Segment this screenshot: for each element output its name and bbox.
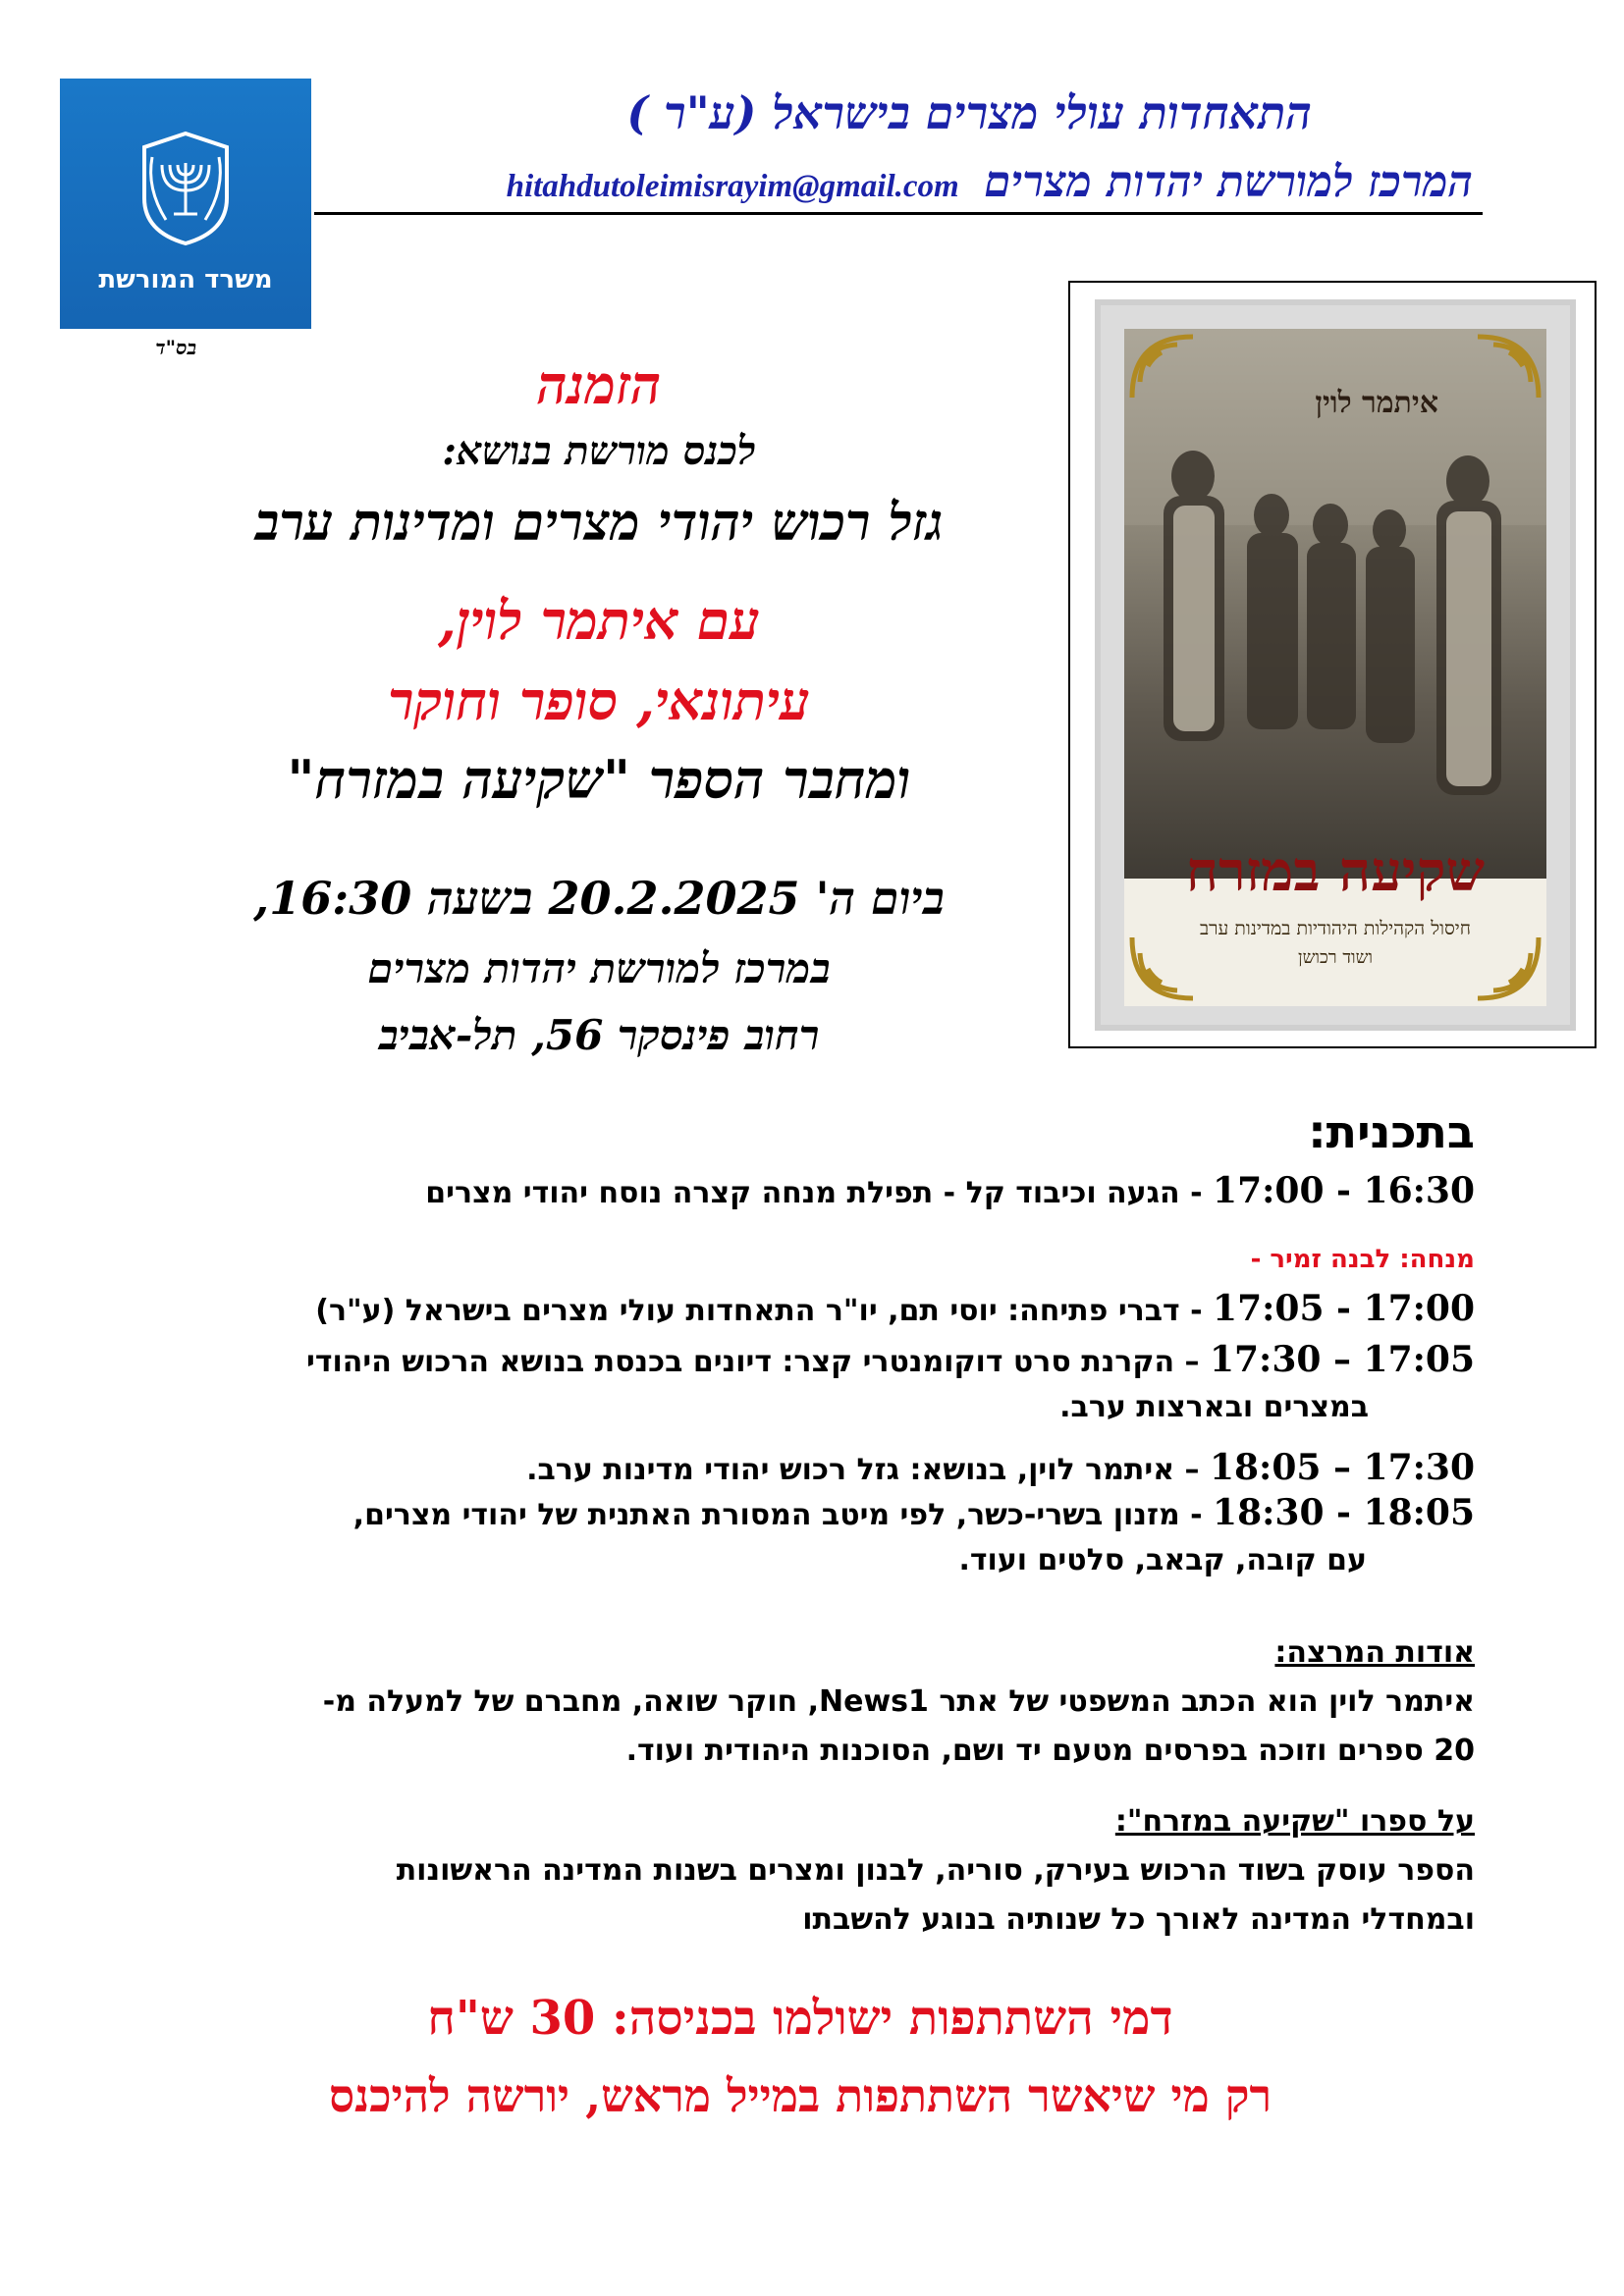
program-heading: בתכנית: xyxy=(1308,1105,1475,1158)
ornament-corner-icon xyxy=(1474,333,1543,401)
ornament-corner-icon xyxy=(1128,333,1197,401)
book-cover-subtitle: חיסול הקהילות היהודיות במדינות ערב xyxy=(1200,918,1471,939)
event-date: ביום ה' 20.2.2025 בשעה 16:30, xyxy=(253,872,945,925)
registration-note: רק מי שיאשר השתתפות במייל מראש, יורשה להיכנס xyxy=(328,2069,1272,2122)
program-row-continuation xyxy=(958,1543,1367,1577)
program-row xyxy=(526,1447,1475,1488)
event-venue: במרכז למורשת יהדות מצרים xyxy=(367,944,831,992)
about-book-text: הספר עוסק בשוד הרכוש בעירק, סוריה, לבנון ומצרים בשנות המדינה הראשונות xyxy=(396,1853,1475,1888)
program-row xyxy=(315,1288,1475,1329)
program-desc: במצרים ובארצות ערב. xyxy=(1059,1390,1369,1424)
conference-subject: גזל רכוש יהודי מצרים ומדינות ערב xyxy=(254,493,944,553)
email-link[interactable]: hitahdutoleimisrayim@gmail.com xyxy=(506,169,959,204)
program-row xyxy=(306,1339,1475,1380)
ministry-logo xyxy=(60,79,311,329)
book-cover-author: איתמר לוין xyxy=(1315,386,1438,420)
program-desc: – הקרנת סרט דוקומנטרי קצר: דיונים בכנסת בנושא הרכוש היהודי xyxy=(306,1345,1210,1379)
organization-name: התאחדות עולי מצרים בישראל (ע"ר ) xyxy=(626,86,1312,139)
invitation-word: הזמנה xyxy=(536,353,662,416)
program-row xyxy=(425,1170,1475,1211)
book-cover-frame xyxy=(1068,281,1597,1048)
program-time: 17:00 - 17:05 xyxy=(1213,1288,1475,1329)
program-row-continuation xyxy=(1059,1390,1369,1424)
header-divider xyxy=(314,212,1483,215)
about-book-heading: על ספרו "שקיעה במזרח": xyxy=(1114,1804,1475,1839)
about-speaker-text: איתמר לוין הוא הכתב המשפטי של אתר News1, חוקר שואה, מחברם של למעלה מ- xyxy=(322,1684,1475,1719)
entry-fee: דמי השתתפות ישולמו בכניסה: 30 ש"ח xyxy=(427,1991,1173,2046)
ornament-corner-icon xyxy=(1128,934,1197,1002)
program-time: 16:30 - 17:00 xyxy=(1213,1170,1475,1211)
center-line xyxy=(507,157,1473,207)
menorah-emblem-icon xyxy=(136,130,235,247)
event-address: רחוב פינסקר 56, תל-אביב xyxy=(378,1011,820,1059)
book-cover-subtitle-2: ושוד רכושן xyxy=(1298,947,1373,968)
program-time: 17:30 – 18:05 xyxy=(1209,1447,1475,1488)
program-desc: - דברי פתיחה: יוסי תם, יו"ר התאחדות עולי מצרים בישראל (ע"ר) xyxy=(315,1294,1214,1328)
program-time: 17:05 – 17:30 xyxy=(1209,1339,1475,1380)
about-speaker-heading: אודות המרצה: xyxy=(1274,1635,1475,1670)
about-book-text: ובמחדלי המדינה לאורך כל שנותיה בנוגע להשבתו xyxy=(802,1902,1475,1937)
program-row xyxy=(353,1492,1475,1533)
center-name: המרכז למורשת יהדות מצרים xyxy=(984,157,1473,207)
program-desc: - הגעה וכיבוד קל - תפילת מנחה קצרה נוסח יהודי מצרים xyxy=(425,1176,1214,1210)
program-time: 18:05 - 18:30 xyxy=(1213,1492,1475,1533)
program-desc: – איתמר לוין, בנושא: גזל רכוש יהודי מדינות ערב. xyxy=(526,1453,1210,1487)
program-desc: - מזנון בשרי-כשר, לפי מיטב המסורת האתנית של יהודי מצרים, xyxy=(352,1498,1214,1532)
logo-caption: משרד המורשת xyxy=(98,265,273,294)
ornament-corner-icon xyxy=(1474,934,1543,1002)
book-cover-inner xyxy=(1124,329,1546,1006)
book-cover xyxy=(1095,299,1576,1031)
bsd-mark: בס"ד xyxy=(155,336,196,359)
book-author-line: ומחבר הספר "שקיעה במזרח" xyxy=(287,748,911,811)
speaker-name: עם איתמר לוין, xyxy=(438,589,760,652)
program-host: מנחה: לבנה זמיר - xyxy=(1250,1245,1475,1274)
program-desc: עם קובה, קבאב, סלטים ועוד. xyxy=(958,1543,1367,1577)
about-speaker-text: 20 ספרים וזוכה בפרסים מטעם יד ושם, הסוכנות היהודית ועוד. xyxy=(625,1734,1475,1768)
speaker-titles: עיתונאי, סופר וחוקר xyxy=(388,669,810,732)
conference-label: לכנס מורשת בנושא: xyxy=(442,428,756,474)
book-cover-title: שקיעה במזרח xyxy=(1185,839,1486,904)
